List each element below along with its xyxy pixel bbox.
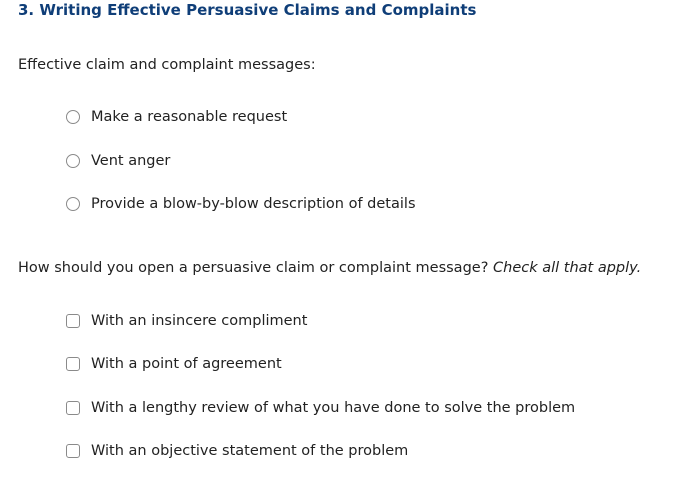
radio-option-label: Provide a blow-by-blow description of details (91, 196, 416, 212)
part1-prompt: Effective claim and complaint messages: (18, 57, 316, 73)
radio-button[interactable] (66, 154, 80, 168)
radio-option-vent-anger[interactable] (66, 150, 170, 172)
checkbox[interactable] (66, 314, 80, 328)
part2-prompt (18, 260, 641, 276)
checkbox-option-label: With a point of agreement (91, 356, 282, 372)
checkbox[interactable] (66, 401, 80, 415)
question-title: 3. Writing Effective Persuasive Claims and Complaints (18, 1, 477, 19)
radio-button[interactable] (66, 110, 80, 124)
radio-option-label: Make a reasonable request (91, 109, 288, 125)
checkbox-option-lengthy-review[interactable] (66, 397, 575, 419)
radio-option-label: Vent anger (91, 153, 171, 169)
part2-instruction: Check all that apply. (493, 260, 642, 276)
checkbox-option-label: With an insincere compliment (91, 313, 308, 329)
checkbox[interactable] (66, 357, 80, 371)
checkbox-option-point-of-agreement[interactable] (66, 353, 282, 375)
part2-question-text: How should you open a persuasive claim or complaint message? (18, 260, 489, 276)
checkbox-option-insincere-compliment[interactable] (66, 310, 307, 332)
radio-button[interactable] (66, 197, 80, 211)
checkbox[interactable] (66, 444, 80, 458)
checkbox-option-label: With a lengthy review of what you have done to solve the problem (91, 400, 576, 416)
checkbox-option-objective-statement[interactable] (66, 440, 408, 462)
radio-option-blow-by-blow[interactable] (66, 193, 416, 215)
checkbox-option-label: With an objective statement of the problem (91, 443, 409, 459)
radio-option-reasonable-request[interactable] (66, 106, 287, 128)
